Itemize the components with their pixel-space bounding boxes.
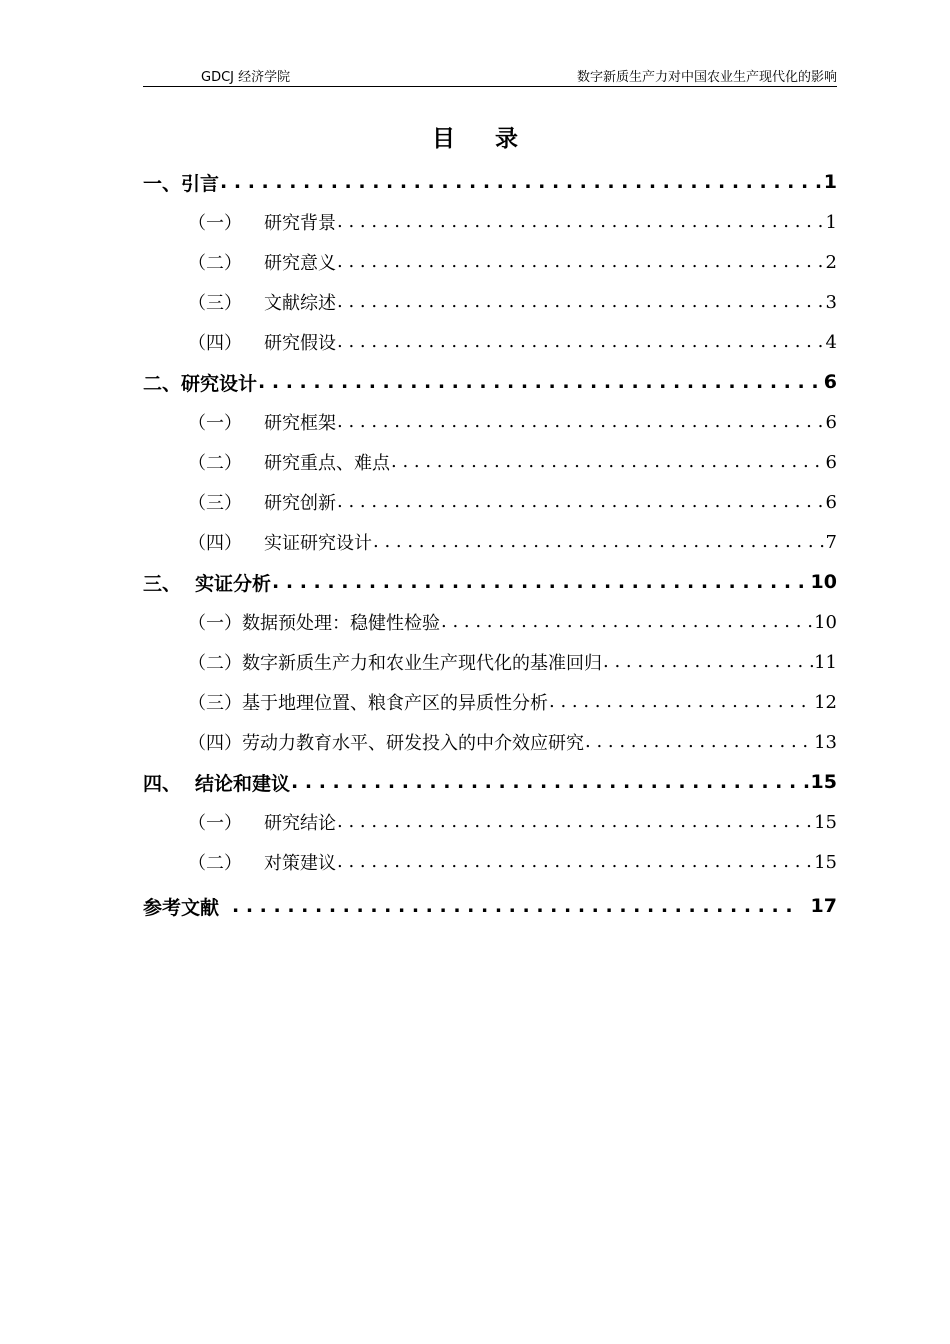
toc-entry-level2[interactable] <box>143 802 837 842</box>
toc-entry-label <box>143 169 219 196</box>
toc-entry-level2[interactable] <box>143 482 837 522</box>
toc-dot-leader <box>337 291 825 313</box>
toc-entry-page: 2 <box>825 251 837 273</box>
toc-entry-page: 12 <box>814 691 837 713</box>
toc-entry-number: 三、 <box>143 572 182 595</box>
toc-dot-leader <box>441 611 813 633</box>
toc-entry-label <box>188 809 336 835</box>
toc-dot-leader <box>337 211 825 233</box>
toc-entry-title: 劳动力教育水平、研发投入的中介效应研究 <box>242 733 584 754</box>
toc-dot-leader <box>337 331 825 353</box>
toc-dot-leader <box>220 171 823 194</box>
toc-entry-title: 研究重点、难点 <box>264 453 390 474</box>
toc-entry-level2[interactable] <box>143 842 837 882</box>
toc-entry-level1[interactable] <box>143 162 837 202</box>
toc-entry-title: 结论和建议 <box>195 772 291 795</box>
toc-dot-leader <box>258 371 823 394</box>
toc-entry-label <box>188 609 440 635</box>
toc-entry-page: 13 <box>814 731 837 753</box>
toc-entry-number: （一） <box>188 613 242 634</box>
toc-entry-label <box>188 329 336 355</box>
toc-entry-page: 6 <box>825 411 837 433</box>
toc-entry-title: 研究假设 <box>264 333 336 354</box>
toc-entry-label <box>143 569 271 596</box>
toc-entry-page: 1 <box>823 171 837 193</box>
toc-entry-title: 对策建议 <box>264 853 336 874</box>
toc-dot-leader <box>337 851 813 873</box>
toc-entry-level2[interactable] <box>143 202 837 242</box>
toc-entry-level2[interactable] <box>143 322 837 362</box>
toc-entry-number: （二） <box>188 653 242 674</box>
toc-entry-level2[interactable] <box>143 682 837 722</box>
toc-entry-page: 6 <box>825 451 837 473</box>
toc-entry-label <box>188 689 548 715</box>
toc-entry-page: 1 <box>825 211 837 233</box>
header-divider <box>143 86 837 87</box>
toc-entry-number: （四） <box>188 333 242 354</box>
toc-entry-title: 研究创新 <box>264 493 336 514</box>
toc-entry-page: 15 <box>814 811 837 833</box>
toc-entry-label <box>188 409 336 435</box>
toc-title: 目录 <box>432 126 558 152</box>
toc-entry-number: （四） <box>188 533 242 554</box>
toc-entry-title: 基于地理位置、粮食产区的异质性分析 <box>242 693 548 714</box>
toc-entry-title: 研究背景 <box>264 213 336 234</box>
toc-entry-title: 文献综述 <box>264 293 336 314</box>
toc-entry-level1[interactable] <box>143 762 837 802</box>
header-left-text: GDCJ 经济学院 <box>201 70 291 85</box>
toc-entry-references[interactable] <box>143 886 837 926</box>
toc-entry-page: 15 <box>814 851 837 873</box>
toc-entry-level2[interactable] <box>143 522 837 562</box>
toc-entry-level2[interactable] <box>143 442 837 482</box>
toc-entry-label <box>188 249 336 275</box>
toc-dot-leader <box>272 571 810 594</box>
toc-entry-title: 研究设计 <box>181 372 258 395</box>
toc-entry-number: （四） <box>188 733 242 754</box>
toc-entry-number: 二、 <box>143 372 182 395</box>
toc-dot-leader <box>232 895 794 918</box>
toc-entry-title: 实证研究设计 <box>264 533 372 554</box>
toc-dot-leader <box>373 531 825 553</box>
toc-entry-label <box>188 289 336 315</box>
toc-entry-title: 实证分析 <box>195 572 272 595</box>
toc-entry-page: 10 <box>814 611 837 633</box>
toc-entry-level2[interactable] <box>143 402 837 442</box>
toc-entry-level2[interactable] <box>143 722 837 762</box>
toc-entry-page: 11 <box>814 651 837 673</box>
toc-entry-number: （一） <box>188 813 242 834</box>
toc-entry-number: 四、 <box>143 772 182 795</box>
toc-entry-level1[interactable] <box>143 562 837 602</box>
toc-dot-leader <box>337 411 825 433</box>
toc-entry-title: 数据预处理：稳健性检验 <box>242 613 440 634</box>
toc-entry-level2[interactable] <box>143 242 837 282</box>
toc-entry-number: （三） <box>188 293 242 314</box>
toc-entry-title: 数字新质生产力和农业生产现代化的基准回归 <box>242 653 602 674</box>
toc-entry-page: 6 <box>825 491 837 513</box>
page-header <box>143 66 837 86</box>
toc-entry-number: （一） <box>188 213 242 234</box>
toc-entry-number: （二） <box>188 853 242 874</box>
toc-entry-page: 7 <box>825 531 837 553</box>
toc-entry-page: 3 <box>825 291 837 313</box>
toc-entry-number: （二） <box>188 453 242 474</box>
toc-entry-title: 研究结论 <box>264 813 336 834</box>
toc-entry-title: 研究框架 <box>264 413 336 434</box>
toc-entry-label <box>143 893 219 920</box>
header-right-text: 数字新质生产力对中国农业生产现代化的影响 <box>576 70 837 85</box>
toc-entry-number: 一、 <box>143 172 182 195</box>
toc-dot-leader <box>291 771 810 794</box>
toc-entry-label <box>188 529 372 555</box>
toc-dot-leader <box>549 691 813 713</box>
toc-entry-label <box>143 369 257 396</box>
toc-entry-page: 6 <box>823 371 837 393</box>
toc-dot-leader <box>337 811 813 833</box>
toc-entry-label <box>188 489 336 515</box>
toc-entry-label <box>188 209 336 235</box>
toc-entry-label <box>188 449 390 475</box>
toc-entry-label <box>188 849 336 875</box>
toc-entry-label <box>143 769 290 796</box>
toc-dot-leader <box>337 491 825 513</box>
toc-entry-page: 4 <box>825 331 837 353</box>
toc-entry-title: 研究意义 <box>264 253 336 274</box>
toc-entry-label <box>188 649 602 675</box>
toc-dot-leader <box>603 651 813 673</box>
toc-entry-number: （二） <box>188 253 242 274</box>
toc-entry-number: （三） <box>188 693 242 714</box>
toc-dot-leader <box>337 251 825 273</box>
toc-entry-page: 15 <box>810 771 837 793</box>
toc-dot-leader <box>391 451 825 473</box>
toc-entry-number: （三） <box>188 493 242 514</box>
toc-entry-page: 10 <box>810 571 837 593</box>
toc-dot-leader <box>585 731 813 753</box>
table-of-contents <box>143 162 837 926</box>
toc-entry-label <box>188 729 584 755</box>
toc-entry-level2[interactable] <box>143 282 837 322</box>
toc-entry-level2[interactable] <box>143 602 837 642</box>
toc-entry-title: 参考文献 <box>143 896 220 919</box>
toc-entry-page: 17 <box>810 895 837 917</box>
toc-entry-number: （一） <box>188 413 242 434</box>
toc-entry-level1[interactable] <box>143 362 837 402</box>
toc-entry-level2[interactable] <box>143 642 837 682</box>
toc-entry-title: 引言 <box>181 172 220 195</box>
